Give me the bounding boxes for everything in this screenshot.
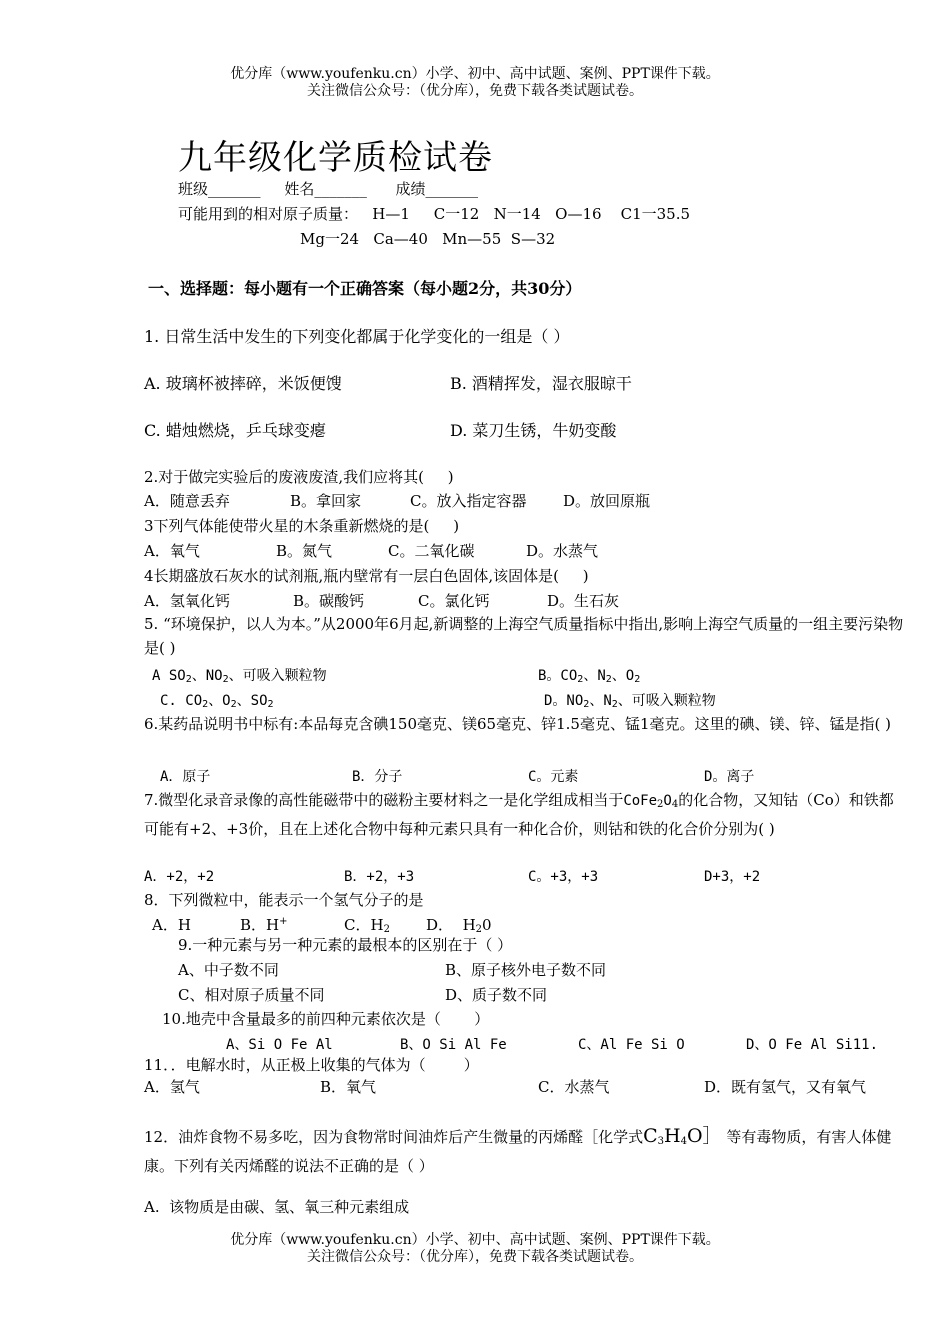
q4-option-b: B。碳酸钙 — [293, 592, 365, 610]
q3-option-d: D。水蒸气 — [526, 542, 599, 560]
q10-stem: 10.地壳中含量最多的前四种元素依次是（ ） — [162, 1010, 490, 1028]
q8-option-a: A．H — [152, 916, 191, 934]
q4-stem: 4长期盛放石灰水的试剂瓶,瓶内壁常有一层白色固体,该固体是( ) — [144, 567, 589, 585]
q6-option-a: A．原子 — [160, 769, 211, 785]
q6-option-b: B．分子 — [352, 769, 403, 785]
q2-option-d: D。放回原瓶 — [563, 492, 651, 510]
q9-option-b: B、原子核外电子数不同 — [445, 961, 607, 979]
q2-option-b: B。拿回家 — [290, 492, 362, 510]
q1-option-c: C. 蜡烛燃烧，乒乓球变瘪 — [144, 421, 326, 440]
q7-option-a: A．+2，+2 — [144, 869, 215, 885]
q3-option-c: C。二氧化碳 — [388, 542, 475, 560]
q1-option-b: B. 酒精挥发，湿衣服晾干 — [450, 374, 632, 393]
page-footer — [0, 1232, 950, 1266]
header-line-1: 优分库（www.youfenku.cn）小学、初中、高中试题、案例、PPT课件下载。 — [230, 66, 720, 82]
q12-option-a: A. 该物质是由碳、氢、氧三种元素组成 — [144, 1198, 410, 1216]
exam-title: 九年级化学质检试卷 — [178, 138, 493, 178]
q10-option-d: D、O Fe Al Si11. — [746, 1037, 879, 1053]
q9-option-a: A、中子数不同 — [178, 961, 279, 979]
q3-stem: 3下列气体能使带火星的木条重新燃烧的是( ) — [144, 517, 460, 535]
q2-option-c: C。放入指定容器 — [410, 492, 527, 510]
q8-option-c: C．$H_2$ — [344, 916, 390, 935]
student-info-line: 班级_______ 姓名_______ 成绩_______ — [178, 180, 478, 198]
q2-option-a: A．随意丢弃 — [144, 492, 230, 510]
section-heading: 一、选择题：每小题有一个正确答案（每小题2分，共30分） — [148, 279, 582, 298]
footer-line-2: 关注微信公众号：（优分库），免费下载各类试题试卷。 — [307, 1249, 643, 1265]
footer-line-1: 优分库（www.youfenku.cn）小学、初中、高中试题、案例、PPT课件下载。 — [230, 1232, 720, 1248]
q5-option-c: C. $CO_2$、$O_2$、$SO_2$ — [160, 693, 274, 710]
q10-option-b: B、O Si Al Fe — [400, 1037, 507, 1053]
q5-option-a: A $SO_2$、$NO_2$、可吸入颗粒物 — [152, 668, 327, 685]
q6-stem: 6.某药品说明书中标有:本品每克含碘150毫克、镁65毫克、锌1.5毫克、锰1毫克。这里的碘、镁、锌、锰是指( ) — [144, 715, 891, 733]
q4-option-c: C。氯化钙 — [418, 592, 490, 610]
header-line-2: 关注微信公众号：（优分库），免费下载各类试题试卷。 — [307, 83, 643, 99]
q1-stem: 1. 日常生活中发生的下列变化都属于化学变化的一组是（ ） — [144, 327, 570, 346]
q7-option-b: B．+2，+3 — [344, 869, 415, 885]
q10-option-c: C、Al Fe Si O — [578, 1037, 685, 1053]
q11-option-d: D．既有氢气，又有氧气 — [704, 1078, 867, 1096]
q10-option-a: A、Si O Fe Al — [226, 1037, 333, 1053]
q4-option-d: D。生石灰 — [547, 592, 620, 610]
q11-stem: 11．．电解水时，从正极上收集的气体为（ ） — [144, 1056, 479, 1074]
q9-option-c: C、相对原子质量不同 — [178, 986, 325, 1004]
q8-option-b: B．H+ — [240, 916, 288, 934]
q9-stem: 9.一种元素与另一种元素的最根本的区别在于（ ） — [178, 936, 513, 954]
q4-option-a: A．氢氧化钙 — [144, 592, 230, 610]
q8-stem: 8．下列微粒中，能表示一个氢气分子的是 — [144, 891, 424, 909]
q11-option-a: A．氢气 — [144, 1078, 200, 1096]
q1-option-d: D. 菜刀生锈，牛奶变酸 — [450, 421, 617, 440]
q7-stem: 7.微型化录音录像的高性能磁带中的磁粉主要材料之一是化学组成相当于$CoFe_2O_4$的化合物，又知钴（Co）和铁都可能有+2、+3价，且在上述化合物中每种元素只具有一种化合价，则钴和铁的化合价分别为( ) — [144, 791, 894, 838]
atomic-mass-line-1: 可能用到的相对原子质量： H—1 C一12 N一14 O—16 C1一35.5 — [178, 205, 691, 223]
q7-option-d: D+3，+2 — [704, 869, 761, 885]
q3-option-a: A．氧气 — [144, 542, 200, 560]
q5-option-b: B。$CO_2$、$N_2$、$O_2$ — [538, 668, 641, 685]
q6-option-c: C。元素 — [528, 769, 579, 785]
q9-option-d: D、质子数不同 — [445, 986, 548, 1004]
page-header — [0, 66, 950, 100]
atomic-mass-line-2: Mg一24 Ca—40 Mn—55 S—32 — [300, 230, 556, 248]
q1-option-a: A. 玻璃杯被摔碎，米饭便馊 — [144, 374, 342, 393]
q11-option-b: B．氧气 — [320, 1078, 377, 1096]
q12-stem: 12．油炸食物不易多吃，因为食物常时间油炸后产生微量的丙烯醛［化学式$C_3H_4O]$ 等有毒物质，有害人体健康。下列有关丙烯醛的说法不正确的是（ ） — [144, 1125, 892, 1175]
q7-option-c: C。+3，+3 — [528, 869, 599, 885]
q5-option-d: D。$NO_2$、$N_2$、可吸入颗粒物 — [544, 693, 716, 710]
q5-stem: 5. “环境保护，以人为本。”从2000年6月起,新调整的上海空气质量指标中指出,影响上海空气质量的一组主要污染物是( ) — [144, 615, 904, 657]
q2-stem: 2.对于做完实验后的废液废渣,我们应将其( ) — [144, 468, 454, 486]
q8-option-d: D． $H_20$ — [426, 916, 492, 935]
q11-option-c: C．水蒸气 — [538, 1078, 610, 1096]
q3-option-b: B。氮气 — [276, 542, 333, 560]
q6-option-d: D。离子 — [704, 769, 755, 785]
